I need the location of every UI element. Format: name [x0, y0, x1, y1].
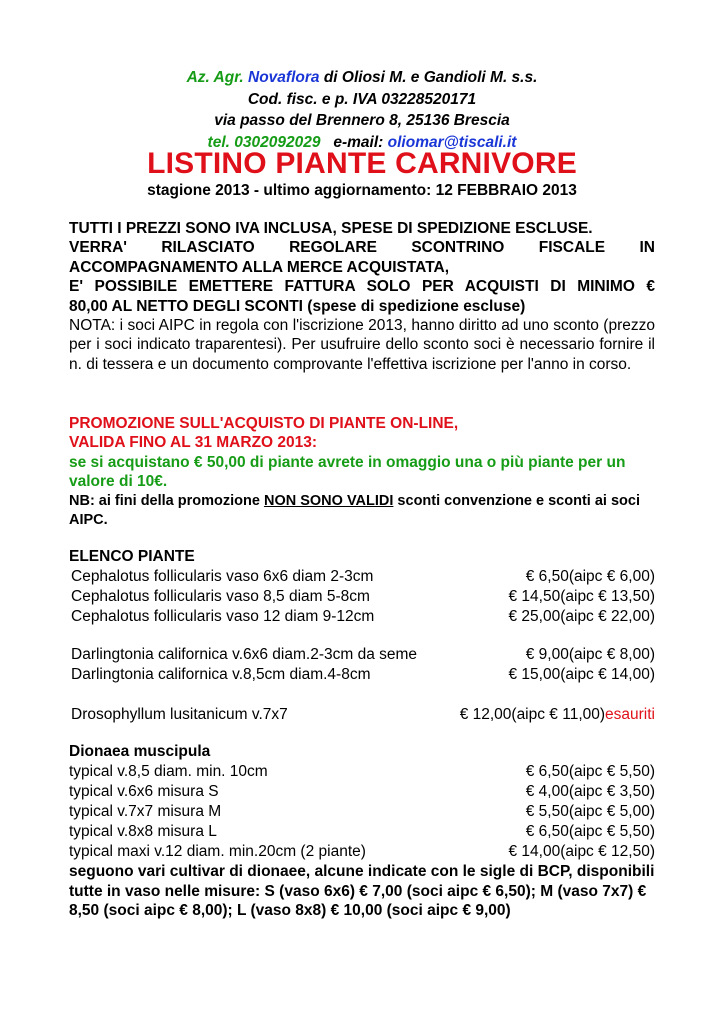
plant-name: Cephalotus follicularis vaso 8,5 diam 5-8cm [71, 588, 370, 605]
plant-price: € 4,00(aipc € 3,50) [525, 783, 655, 800]
plant-price: € 15,00(aipc € 14,00) [508, 666, 655, 683]
address: via passo del Brennero 8, 25136 Brescia [214, 112, 510, 129]
company-prefix: Az. Agr. [186, 69, 244, 86]
member-discount-note: NOTA: i soci AIPC in regola con l'iscrizione 2013, hanno diritto ad uno sconto (prezzo per i soci indicato traparentesi). Per usufruire dello sconto soci è necessario fornire il n. di tessera e un documento comprovante l'effettiva iscrizione per l'anno in corso. [69, 317, 655, 373]
email-link[interactable]: oliomar@tiscali.it [387, 133, 517, 151]
plant-price: € 6,50(aipc € 5,50) [525, 823, 655, 840]
plant-price-cell [460, 705, 655, 725]
plant-price: € 9,00(aipc € 8,00) [525, 646, 655, 663]
list-item [69, 607, 655, 627]
promo-validity: VALIDA FINO AL 31 MARZO 2013: [69, 434, 318, 452]
email-label: e-mail: [333, 133, 384, 151]
plant-price: € 14,50(aipc € 13,50) [508, 588, 655, 605]
plant-name: Drosophyllum lusitanicum v.7x7 [71, 706, 288, 723]
plant-price: € 25,00(aipc € 22,00) [508, 608, 655, 625]
section-heading: Dionaea muscipula [69, 743, 211, 760]
notice-minimum: 80,00 AL NETTO DEGLI SCONTI [69, 297, 303, 315]
tax-code: Cod. fisc. e p. IVA 03228520171 [247, 90, 477, 108]
list-item [69, 782, 655, 802]
notice-line: VERRA' RILASCIATO REGOLARE SCONTRINO FISCALE IN [69, 239, 655, 257]
list-item [69, 842, 655, 862]
terms-notice [69, 219, 655, 374]
phone: tel. 0302092029 [207, 133, 321, 151]
company-name: Novaflora [248, 69, 320, 86]
promo-nb-text: NB: ai fini della promozione [69, 492, 264, 509]
page-title: LISTINO PIANTE CARNIVORE [147, 147, 577, 180]
list-item [69, 567, 655, 587]
plant-price: € 5,50(aipc € 5,00) [525, 803, 655, 820]
plant-name: Cephalotus follicularis vaso 6x6 diam 2-3cm [71, 568, 374, 585]
list-item [69, 645, 655, 665]
company-owners: di Oliosi M. e Gandioli M. s.s. [323, 69, 538, 86]
promo-nb-rest: sconti convenzione e sconti ai soci AIPC. [69, 492, 640, 529]
dionaea-heading [69, 742, 655, 762]
plant-name: typical maxi v.12 diam. min.20cm (2 piante) [69, 843, 366, 860]
list-item [69, 705, 655, 725]
notice-line [69, 297, 655, 316]
plant-price: € 12,00(aipc € 11,00) [459, 706, 606, 723]
company-line [0, 67, 724, 89]
plant-name: typical v.7x7 misura M [69, 803, 222, 820]
plant-price: € 6,50(aipc € 5,50) [525, 763, 655, 780]
cultivar-note: seguono vari cultivar di dionaee, alcune indicate con le sigle di BCP, disponibili tutte in vaso nelle misure: S (vaso 6x6) € 7,00 (soci aipc € 6,50); M (vaso 7x7) € 8,50 (soci aipc € 8,00); L (vaso 8x8) € 10,00 (soci aipc € 9,00) [69, 863, 655, 919]
notice-line: TUTTI I PREZZI SONO IVA INCLUSA, SPESE DI SPEDIZIONE ESCLUSE. [69, 220, 593, 237]
list-item [69, 587, 655, 607]
company-header [0, 67, 724, 153]
plant-name: Cephalotus follicularis vaso 12 diam 9-12cm [71, 608, 375, 625]
plant-name: typical v.8,5 diam. min. 10cm [69, 763, 268, 780]
notice-shipping: (spese di spedizione escluse) [302, 297, 526, 315]
list-item [69, 822, 655, 842]
promo-nb [69, 492, 655, 531]
promo-title: PROMOZIONE SULL'ACQUISTO DI PIANTE ON-LINE, [69, 415, 459, 432]
list-heading: ELENCO PIANTE [69, 548, 195, 565]
list-item [69, 802, 655, 822]
notice-line: E' POSSIBILE EMETTERE FATTURA SOLO PER ACQUISTI DI MINIMO € [69, 278, 655, 296]
plant-name: typical v.6x6 misura S [69, 783, 219, 800]
promo-not-valid: NON SONO VALIDI [263, 492, 394, 509]
list-item [69, 665, 655, 685]
page-subtitle: stagione 2013 - ultimo aggiornamento: 12 FEBBRAIO 2013 [147, 182, 577, 199]
promotion [69, 414, 655, 530]
plant-price: € 14,00(aipc € 12,50) [508, 843, 655, 860]
plant-name: Darlingtonia californica v.6x6 diam.2-3cm da seme [71, 646, 418, 663]
list-item [69, 762, 655, 782]
notice-line: ACCOMPAGNAMENTO ALLA MERCE ACQUISTATA, [69, 258, 450, 276]
promo-offer: se si acquistano € 50,00 di piante avrete in omaggio una o più piante per un valore di 10€. [69, 453, 626, 491]
sold-out-label: esauriti [605, 706, 655, 723]
plant-name: Darlingtonia californica v.8,5cm diam.4-8cm [71, 666, 371, 683]
plant-price: € 6,50(aipc € 6,00) [525, 568, 655, 585]
plant-name: typical v.8x8 misura L [69, 823, 217, 840]
